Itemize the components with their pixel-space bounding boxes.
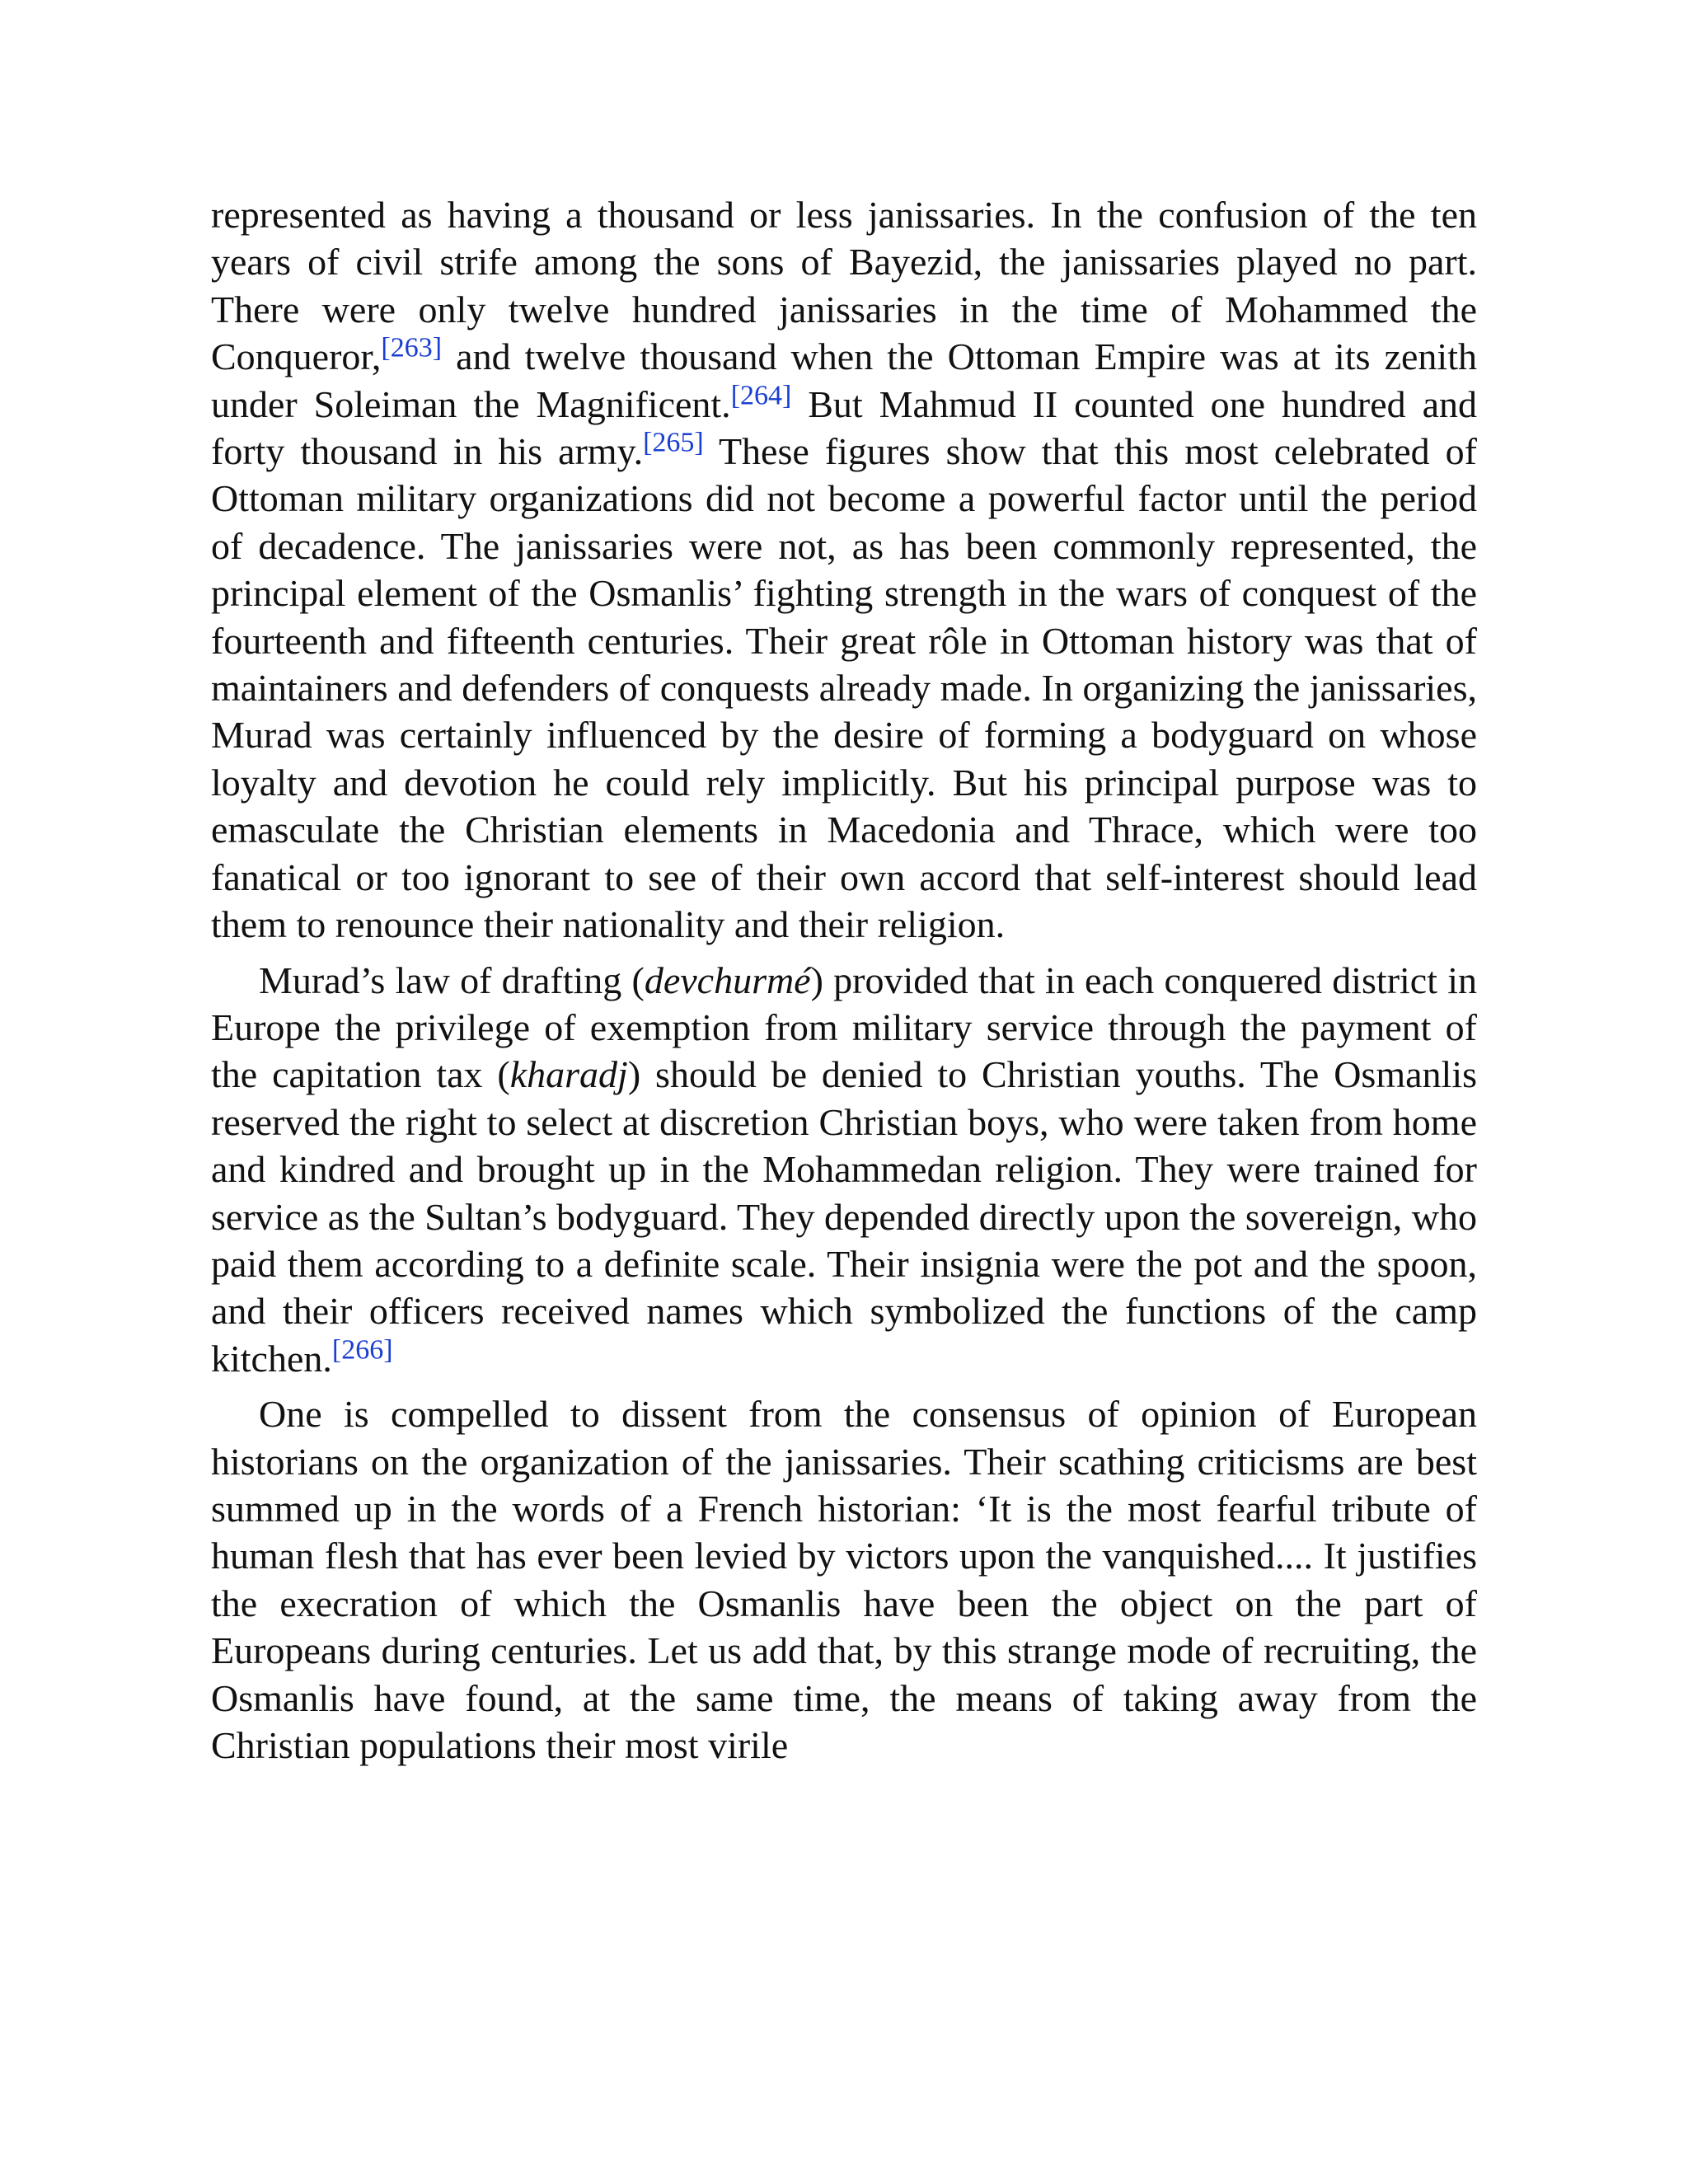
italic-term: devchurmé	[644, 958, 811, 1001]
italic-term: kharadj	[509, 1053, 628, 1096]
text-run: One is compelled to dissent from the consensus of opinion of European historians on the organization of the janissaries. Their scathing criticisms are best summed up in the words of a French historian: ‘It is the most fearful tribute of human flesh that has ever been levied by victors upon the vanquished.... It justifies the execration of which the Osmanlis have been the object on the part of Europeans during centuries. Let us add that, by this strange mode of recruiting, the Osmanlis have found, at the same time, the means of taking away from the Christian populations their most virile	[211, 1393, 1477, 1766]
text-run: and twelve thousand when the Ottoman Empire was at its zenith under Soleiman the Magnificent.	[211, 335, 1477, 425]
text-run: But Mahmud II counted one hundred and forty thousand in his army.	[211, 382, 1477, 473]
paragraph-1	[211, 191, 1477, 949]
text-run: represented as having a thousand or less janissaries. In the confusion of the ten years of civil strife among the sons of Bayezid, the janissaries played no part. There were only twelve hundred janissaries in the time of Mohammed the Conqueror,	[211, 194, 1477, 378]
text-run: Murad’s law of drafting (	[259, 958, 645, 1001]
footnote-link[interactable]: [265]	[643, 427, 704, 458]
footnote-link[interactable]: [263]	[381, 332, 443, 363]
footnote-link[interactable]: [264]	[730, 380, 792, 411]
paragraph-3	[211, 1390, 1477, 1769]
text-run: These figures show that this most celebrated of Ottoman military organizations did not become a powerful factor until the period of decadence. The janissaries were not, as has been commonly represented, the principal element of the Osmanlis’ fighting strength in the wars of conquest of the fourteenth and fifteenth centuries. Their great rôle in Ottoman history was that of maintainers and defenders of conquests already made. In organizing the janissaries, Murad was certainly influenced by the desire of forming a bodyguard on whose loyalty and devotion he could rely implicitly. But his principal purpose was to emasculate the Christian elements in Macedonia and Thrace, which were too fanatical or too ignorant to see of their own accord that self-interest should lead them to renounce their nationality and their religion.	[211, 430, 1477, 946]
book-page-body	[211, 191, 1477, 1769]
text-run: ) should be denied to Christian youths. The Osmanlis reserved the right to select at discretion Christian boys, who were taken from home and kindred and brought up in the Mohammedan religion. They were trained for service as the Sultan’s bodyguard. They depended directly upon the sovereign, who paid them according to a definite scale. Their insignia were the pot and the spoon, and their officers received names which symbolized the functions of the camp kitchen.	[211, 1053, 1477, 1380]
footnote-link[interactable]: [266]	[331, 1334, 393, 1366]
paragraph-2	[211, 957, 1477, 1383]
text-run: ) provided that in each conquered district in Europe the privilege of exemption from military service through the payment of the capitation tax (	[211, 958, 1477, 1096]
